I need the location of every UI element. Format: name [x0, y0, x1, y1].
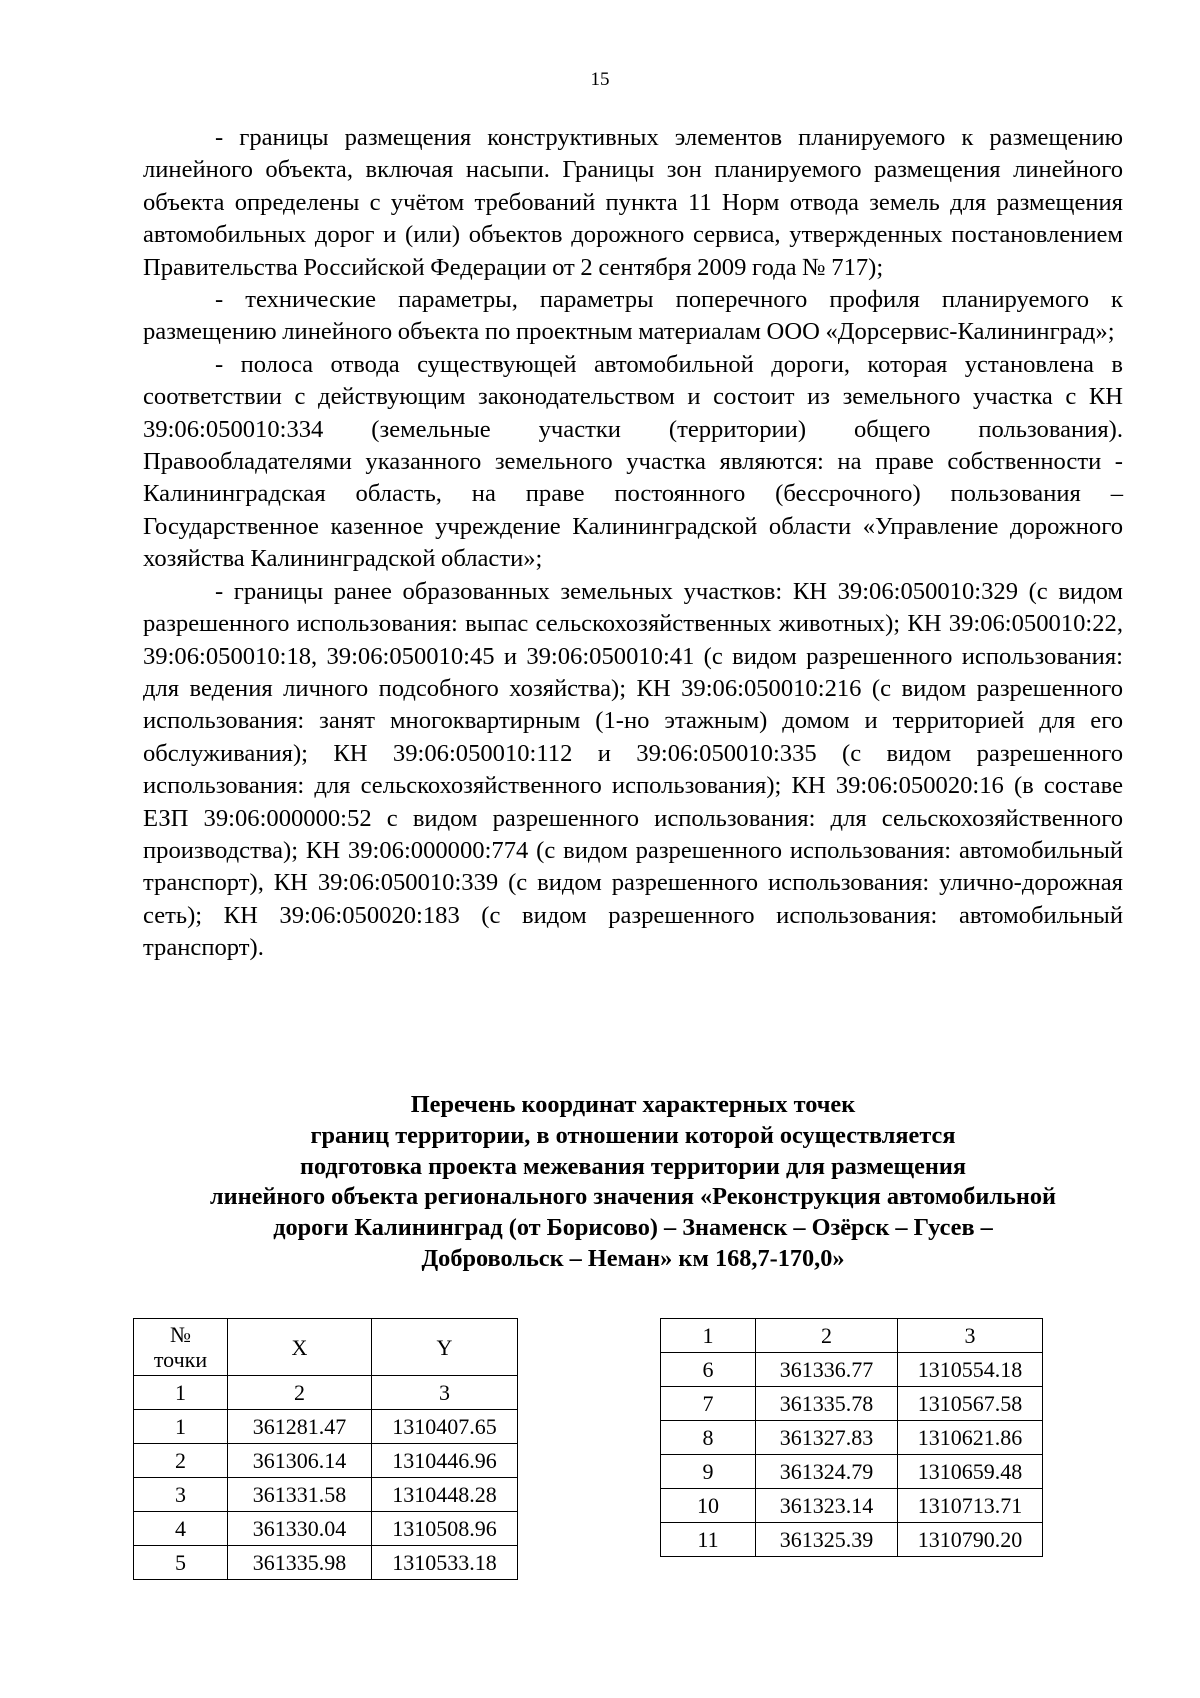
- table-row: [134, 1410, 518, 1444]
- y-value: 1310446.96: [372, 1444, 518, 1478]
- body-text: [143, 122, 1123, 965]
- table-row: [134, 1478, 518, 1512]
- point-number: 11: [661, 1523, 756, 1557]
- heading-line: Добровольск – Неман» км 168,7-170,0»: [421, 1244, 845, 1272]
- point-number: 9: [661, 1455, 756, 1489]
- table-row: [134, 1444, 518, 1478]
- column-number: 3: [372, 1376, 518, 1410]
- paragraph-right-of-way: - полоса отвода существующей автомобильной дороги, которая установлена в соответствии с действующим законодательством и состоит из земельного участка с КН 39:06:050010:334 (земельные участки (территории) общего пользования). Правообладателями указанного земельного участка являются: на праве собственности - Калининградская область, на праве постоянного (бессрочного) пользования – Государственное казенное учреждение Калининградской области «Управление дорожного хозяйства Калининградской области»;: [143, 350, 1123, 573]
- y-value: 1310790.20: [898, 1523, 1043, 1557]
- x-value: 361336.77: [756, 1353, 898, 1387]
- x-value: 361330.04: [228, 1512, 372, 1546]
- paragraph-boundaries: - границы размещения конструктивных элементов планируемого к размещению линейного объекта, включая насыпи. Границы зон планируемого размещения линейного объекта определены с учётом требований пункта 11 Норм отвода земель для размещения автомобильных дорог и (или) объектов дорожного сервиса, утвержденных постановлением Правительства Российской Федерации от 2 сентября 2009 года № 717);: [143, 124, 1123, 281]
- header-y: Y: [372, 1319, 518, 1376]
- x-value: 361327.83: [756, 1421, 898, 1455]
- x-value: 361335.78: [756, 1387, 898, 1421]
- header-point-number: [134, 1319, 228, 1376]
- point-number: 5: [134, 1546, 228, 1580]
- heading-line: границ территории, в отношении которой осуществляется: [310, 1121, 956, 1149]
- column-number: 3: [898, 1319, 1043, 1353]
- x-value: 361324.79: [756, 1455, 898, 1489]
- y-value: 1310659.48: [898, 1455, 1043, 1489]
- table-header-row: [134, 1319, 518, 1376]
- column-number-row: [661, 1319, 1043, 1353]
- y-value: 1310713.71: [898, 1489, 1043, 1523]
- y-value: 1310533.18: [372, 1546, 518, 1580]
- coordinates-table-right: [660, 1318, 1043, 1557]
- y-value: 1310448.28: [372, 1478, 518, 1512]
- point-number: 6: [661, 1353, 756, 1387]
- point-number: 2: [134, 1444, 228, 1478]
- point-number: 4: [134, 1512, 228, 1546]
- heading-line: Перечень координат характерных точек: [410, 1091, 856, 1118]
- heading-line: подготовка проекта межевания территории для размещения: [299, 1152, 967, 1180]
- x-value: 361325.39: [756, 1523, 898, 1557]
- x-value: 361323.14: [756, 1489, 898, 1523]
- column-number: 2: [756, 1319, 898, 1353]
- point-number: 3: [134, 1478, 228, 1512]
- y-value: 1310567.58: [898, 1387, 1043, 1421]
- table-row: [661, 1455, 1043, 1489]
- y-value: 1310407.65: [372, 1410, 518, 1444]
- x-value: 361331.58: [228, 1478, 372, 1512]
- table-row: [134, 1512, 518, 1546]
- point-number: 1: [134, 1410, 228, 1444]
- y-value: 1310621.86: [898, 1421, 1043, 1455]
- table-row: [661, 1489, 1043, 1523]
- table-row: [661, 1387, 1043, 1421]
- table-row: [661, 1523, 1043, 1557]
- paragraph-land-plots: - границы ранее образованных земельных участков: КН 39:06:050010:329 (с видом разрешенного использования: выпас сельскохозяйственных животных); КН 39:06:050010:22, 39:06:050010:18, 39:06:050010:45 и 39:06:050010:41 (с видом разрешенного использования: для ведения личного подсобного хозяйства); КН 39:06:050010:216 (с видом разрешенного использования: занят многоквартирным (1-но этажным) домом и территорией для его обслуживания); КН 39:06:050010:112 и 39:06:050010:335 (с видом разрешенного использования: для сельскохозяйственного использования); КН 39:06:050020:16 (в составе ЕЗП 39:06:000000:52 с видом разрешенного использования: для сельскохозяйственного производства); КН 39:06:000000:774 (с видом разрешенного использования: автомобильный транспорт), КН 39:06:050010:339 (с видом разрешенного использования: улично-дорожная сеть); КН 39:06:050020:183 (с видом разрешенного использования: автомобильный транспорт).: [143, 577, 1123, 962]
- coordinates-table-left: [133, 1318, 518, 1580]
- column-number: 1: [134, 1376, 228, 1410]
- header-x: X: [228, 1319, 372, 1376]
- point-number: 8: [661, 1421, 756, 1455]
- column-number: 1: [661, 1319, 756, 1353]
- coordinates-heading: [143, 1090, 1123, 1275]
- paragraph-technical-params: - технические параметры, параметры поперечного профиля планируемого к размещению линейного объекта по проектным материалам ООО «Дорсервис-Калининград»;: [143, 286, 1123, 346]
- point-number: 10: [661, 1489, 756, 1523]
- y-value: 1310554.18: [898, 1353, 1043, 1387]
- heading-line: линейного объекта регионального значения «Реконструкция автомобильной: [209, 1183, 1057, 1211]
- x-value: 361335.98: [228, 1546, 372, 1580]
- x-value: 361281.47: [228, 1410, 372, 1444]
- column-number: 2: [228, 1376, 372, 1410]
- header-point-word: точки: [153, 1347, 208, 1372]
- table-row: [661, 1421, 1043, 1455]
- column-number-row: [134, 1376, 518, 1410]
- point-number: 7: [661, 1387, 756, 1421]
- table-row: [661, 1353, 1043, 1387]
- page-number: 15: [590, 69, 610, 90]
- y-value: 1310508.96: [372, 1512, 518, 1546]
- header-num-sign: №: [170, 1322, 191, 1347]
- heading-line: дороги Калининград (от Борисово) – Знаменск – Озёрск – Гусев –: [273, 1214, 993, 1242]
- table-row: [134, 1546, 518, 1580]
- x-value: 361306.14: [228, 1444, 372, 1478]
